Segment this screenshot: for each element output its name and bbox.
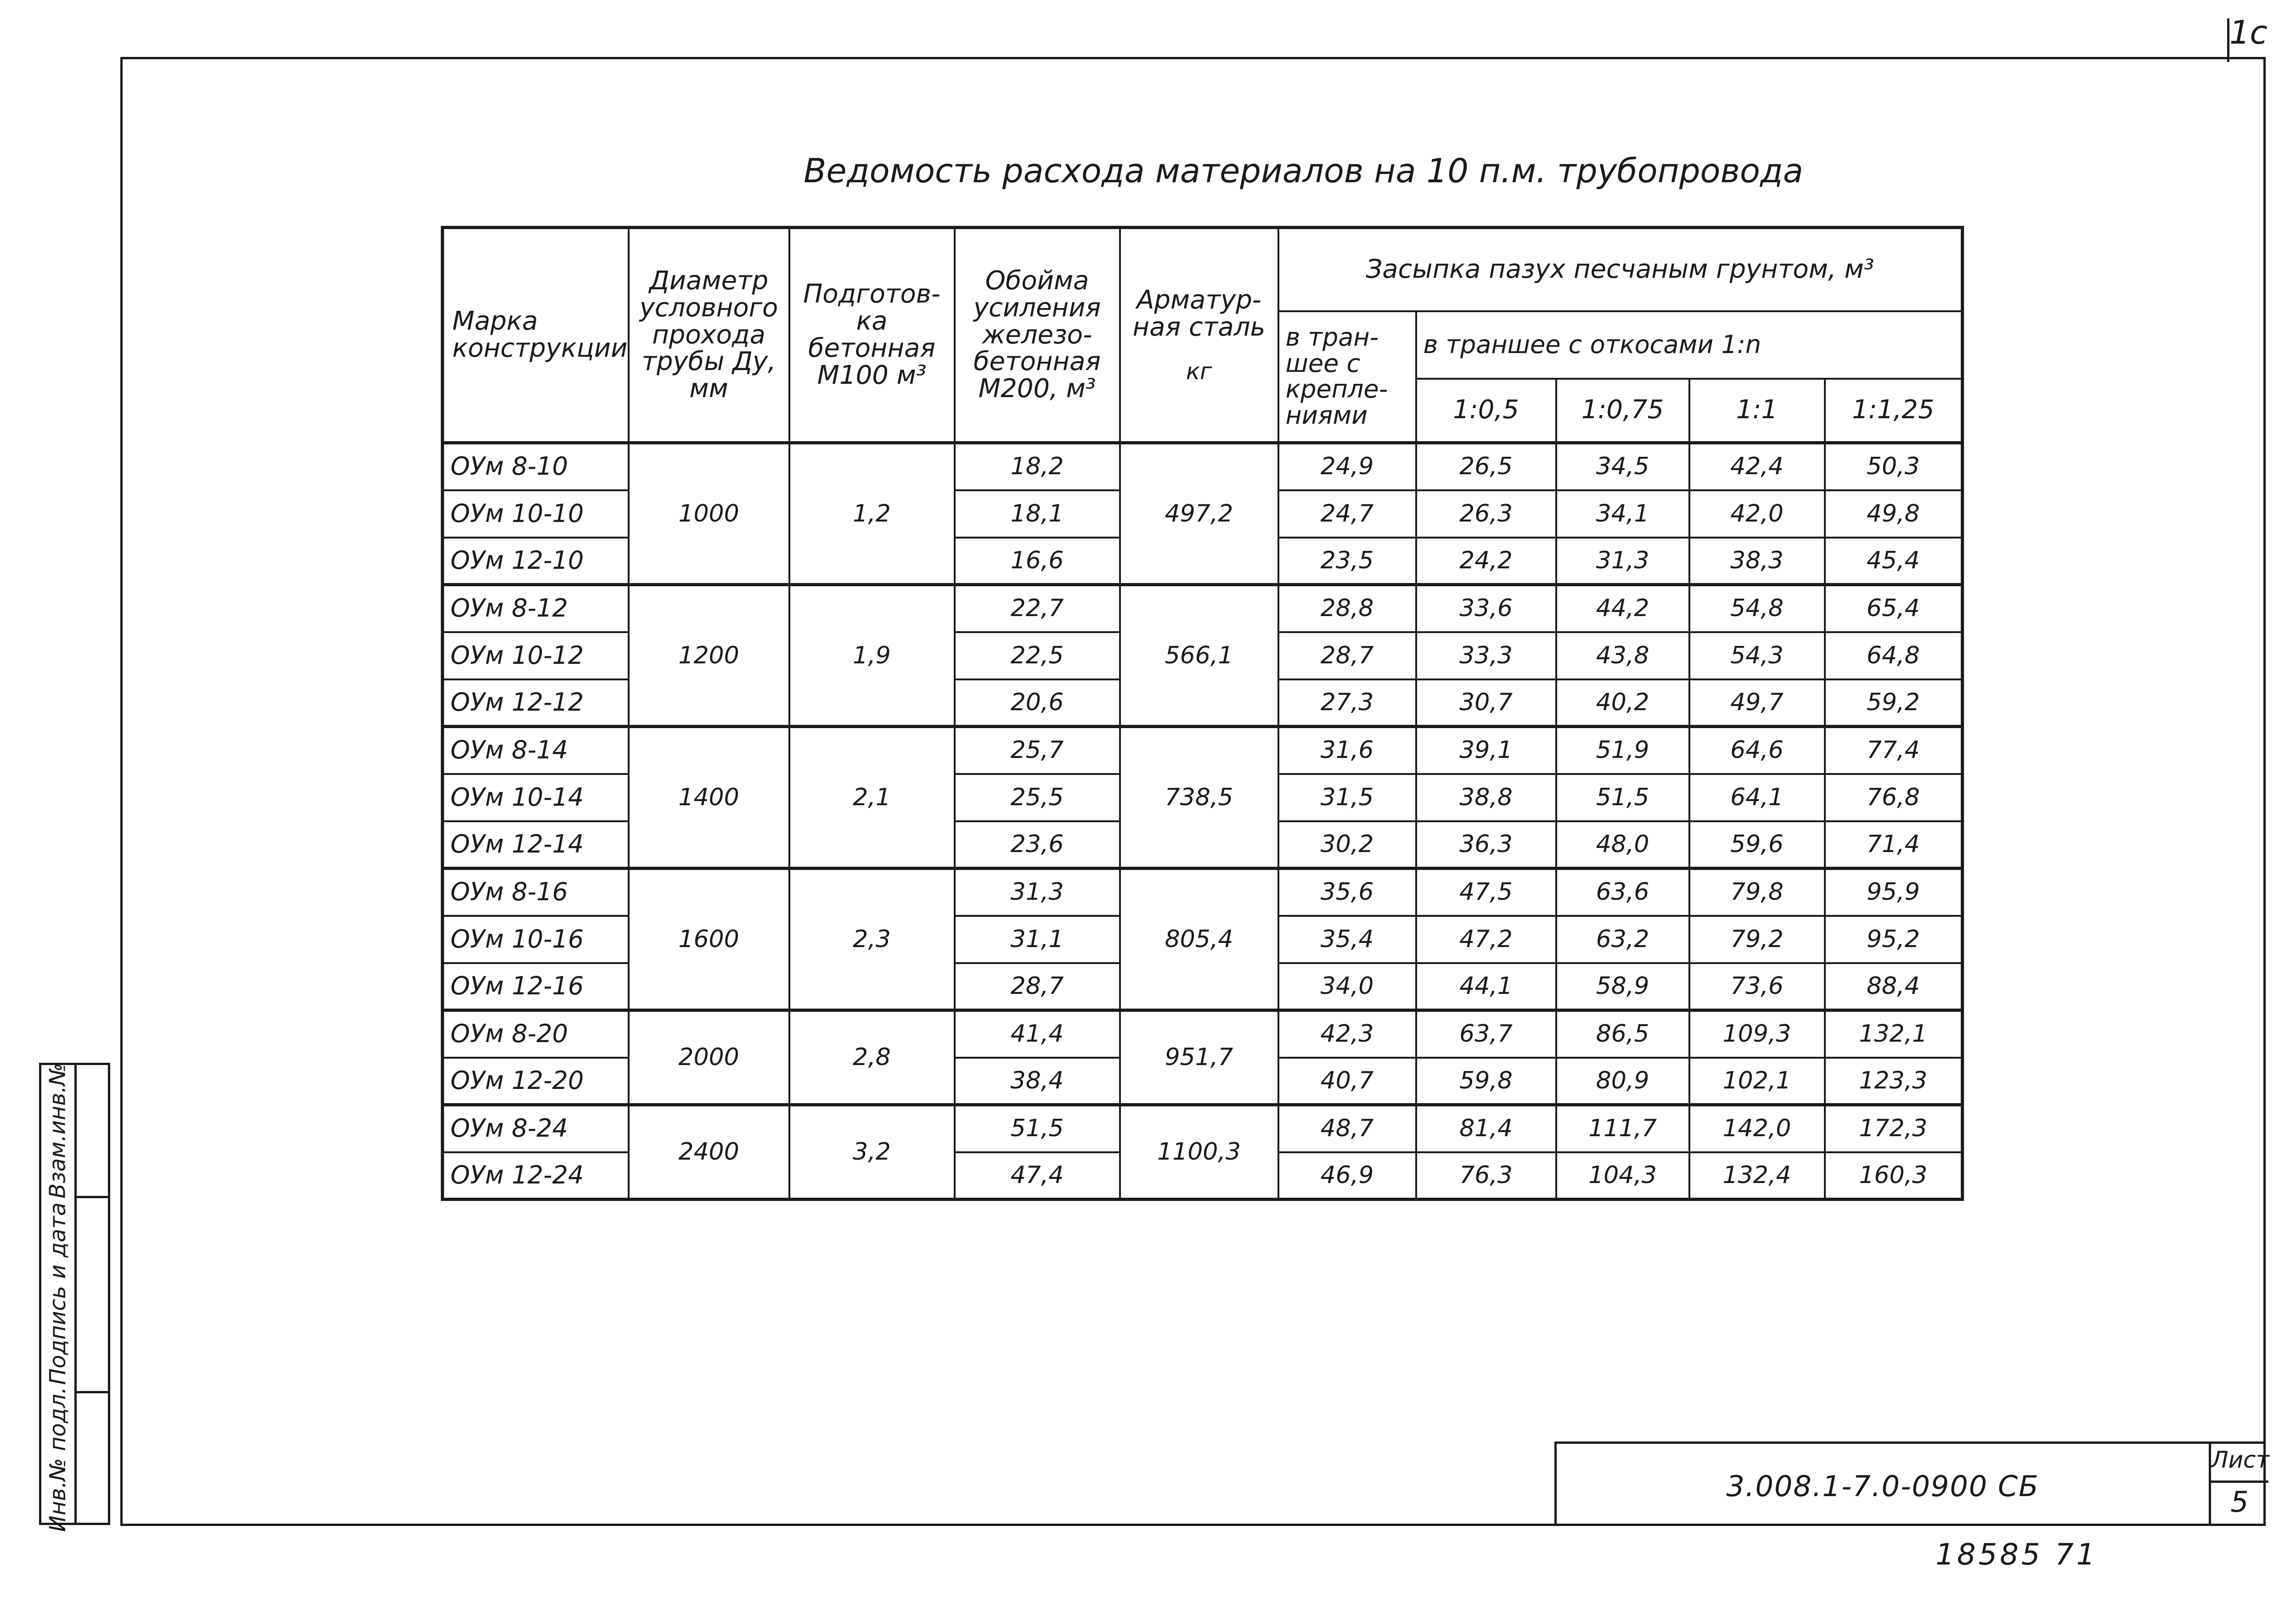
cell-mark: ОУм 10-16 (443, 916, 629, 963)
cell-slope-0-5: 36,3 (1416, 821, 1556, 869)
cell-slope-1: 142,0 (1689, 1105, 1825, 1152)
cell-trench-fixed: 31,5 (1278, 774, 1416, 821)
stamp-field-signature-date: Подпись и дата (45, 1202, 71, 1385)
cell-slope-0-75: 51,5 (1556, 774, 1689, 821)
table-row (443, 585, 1963, 632)
cell-slope-0-75: 80,9 (1556, 1058, 1689, 1105)
header-slope: 1:1,25 (1825, 379, 1963, 443)
cell-casing: 41,4 (955, 1010, 1120, 1058)
cell-mark: ОУм 8-10 (443, 443, 629, 490)
cell-trench-fixed: 23,5 (1278, 538, 1416, 585)
cell-slope-0-75: 86,5 (1556, 1010, 1689, 1058)
cell-diameter: 1600 (629, 869, 789, 1010)
header-rebar (1120, 228, 1278, 443)
cell-slope-0-75: 43,8 (1556, 632, 1689, 679)
cell-slope-1-25: 64,8 (1825, 632, 1963, 679)
cell-trench-fixed: 35,6 (1278, 869, 1416, 916)
cell-rebar: 805,4 (1120, 869, 1278, 1010)
cell-mark: ОУм 8-12 (443, 585, 629, 632)
cell-trench-fixed: 27,3 (1278, 679, 1416, 727)
cell-diameter: 1000 (629, 443, 789, 585)
header-casing: Обойма усиления железо- бетонная М200, м³ (955, 228, 1120, 443)
cell-preparation: 2,1 (789, 727, 955, 869)
cell-casing: 23,6 (955, 821, 1120, 869)
cell-slope-1-25: 160,3 (1825, 1152, 1963, 1200)
header-preparation: Подготов- ка бетонная М100 м³ (789, 228, 955, 443)
cell-mark: ОУм 8-14 (443, 727, 629, 774)
cell-mark: ОУм 10-12 (443, 632, 629, 679)
table-row (443, 1010, 1963, 1058)
bottom-note: 18585 71 (1936, 1538, 2098, 1572)
cell-slope-0-75: 34,5 (1556, 443, 1689, 490)
cell-trench-fixed: 35,4 (1278, 916, 1416, 963)
cell-slope-0-5: 47,5 (1416, 869, 1556, 916)
cell-casing: 38,4 (955, 1058, 1120, 1105)
cell-trench-fixed: 40,7 (1278, 1058, 1416, 1105)
cell-slope-0-75: 51,9 (1556, 727, 1689, 774)
table-row (443, 727, 1963, 774)
sheet-label: Лист (2211, 1447, 2269, 1473)
cell-slope-1-25: 49,8 (1825, 490, 1963, 538)
cell-slope-1-25: 172,3 (1825, 1105, 1963, 1152)
cell-mark: ОУм 12-16 (443, 963, 629, 1010)
cell-slope-0-5: 26,5 (1416, 443, 1556, 490)
cell-preparation: 2,8 (789, 1010, 955, 1105)
cell-slope-1-25: 95,2 (1825, 916, 1963, 963)
cell-slope-1: 73,6 (1689, 963, 1825, 1010)
cell-slope-0-75: 34,1 (1556, 490, 1689, 538)
cell-trench-fixed: 28,8 (1278, 585, 1416, 632)
cell-diameter: 2000 (629, 1010, 789, 1105)
cell-slope-1: 102,1 (1689, 1058, 1825, 1105)
cell-preparation: 1,9 (789, 585, 955, 727)
cell-trench-fixed: 42,3 (1278, 1010, 1416, 1058)
left-vertical-stamp (39, 1062, 110, 1532)
cell-slope-0-5: 44,1 (1416, 963, 1556, 1010)
cell-slope-0-75: 44,2 (1556, 585, 1689, 632)
cell-slope-0-75: 40,2 (1556, 679, 1689, 727)
cell-slope-0-5: 59,8 (1416, 1058, 1556, 1105)
cell-mark: ОУм 12-20 (443, 1058, 629, 1105)
corner-mark: 1с (2229, 14, 2268, 51)
cell-casing: 28,7 (955, 963, 1120, 1010)
cell-slope-1-25: 76,8 (1825, 774, 1963, 821)
header-trench-fixed: в тран- шее с крепле- ниями (1278, 311, 1416, 443)
stamp-field-replace-inv: Взам.инв.№ (45, 1062, 71, 1199)
cell-slope-1: 79,2 (1689, 916, 1825, 963)
cell-casing: 51,5 (955, 1105, 1120, 1152)
document-title: Ведомость расхода материалов на 10 п.м. трубопровода (804, 151, 1803, 190)
cell-slope-1-25: 77,4 (1825, 727, 1963, 774)
cell-slope-0-5: 30,7 (1416, 679, 1556, 727)
cell-casing: 22,7 (955, 585, 1120, 632)
table-row (443, 869, 1963, 916)
table-row (443, 1105, 1963, 1152)
cell-slope-1-25: 71,4 (1825, 821, 1963, 869)
cell-slope-0-5: 33,3 (1416, 632, 1556, 679)
cell-slope-1: 49,7 (1689, 679, 1825, 727)
title-block (1554, 1441, 2269, 1526)
stamp-divider (74, 1065, 77, 1523)
cell-slope-0-75: 111,7 (1556, 1105, 1689, 1152)
cell-casing: 31,3 (955, 869, 1120, 916)
cell-slope-1: 42,4 (1689, 443, 1825, 490)
cell-slope-1-25: 132,1 (1825, 1010, 1963, 1058)
cell-slope-0-5: 39,1 (1416, 727, 1556, 774)
cell-slope-1-25: 50,3 (1825, 443, 1963, 490)
cell-slope-0-5: 47,2 (1416, 916, 1556, 963)
cell-rebar: 497,2 (1120, 443, 1278, 585)
cell-slope-0-5: 81,4 (1416, 1105, 1556, 1152)
cell-mark: ОУм 12-10 (443, 538, 629, 585)
cell-casing: 47,4 (955, 1152, 1120, 1200)
cell-slope-0-5: 76,3 (1416, 1152, 1556, 1200)
cell-casing: 16,6 (955, 538, 1120, 585)
cell-slope-0-5: 33,6 (1416, 585, 1556, 632)
cell-slope-1: 132,4 (1689, 1152, 1825, 1200)
cell-rebar: 951,7 (1120, 1010, 1278, 1105)
cell-slope-0-75: 104,3 (1556, 1152, 1689, 1200)
header-slope: 1:0,5 (1416, 379, 1556, 443)
cell-slope-1: 38,3 (1689, 538, 1825, 585)
cell-slope-0-75: 63,6 (1556, 869, 1689, 916)
cell-preparation: 1,2 (789, 443, 955, 585)
cell-slope-1-25: 59,2 (1825, 679, 1963, 727)
cell-trench-fixed: 30,2 (1278, 821, 1416, 869)
cell-trench-fixed: 28,7 (1278, 632, 1416, 679)
cell-diameter: 1200 (629, 585, 789, 727)
stamp-divider (74, 1196, 110, 1198)
cell-slope-0-75: 58,9 (1556, 963, 1689, 1010)
cell-diameter: 1400 (629, 727, 789, 869)
cell-casing: 20,6 (955, 679, 1120, 727)
cell-slope-1: 109,3 (1689, 1010, 1825, 1058)
cell-mark: ОУм 8-16 (443, 869, 629, 916)
header-mark: Марка конструкции (443, 228, 629, 443)
cell-trench-fixed: 24,9 (1278, 443, 1416, 490)
cell-slope-1-25: 65,4 (1825, 585, 1963, 632)
materials-table (441, 226, 1964, 1201)
header-rebar-unit: кг (1186, 358, 1212, 385)
header-diameter: Диаметр условного прохода трубы Ду, мм (629, 228, 789, 443)
cell-casing: 25,5 (955, 774, 1120, 821)
cell-slope-1: 79,8 (1689, 869, 1825, 916)
cell-casing: 31,1 (955, 916, 1120, 963)
cell-slope-1-25: 95,9 (1825, 869, 1963, 916)
header-trench-slopes: в траншее с откосами 1:n (1416, 311, 1963, 379)
cell-trench-fixed: 24,7 (1278, 490, 1416, 538)
cell-mark: ОУм 12-14 (443, 821, 629, 869)
cell-slope-0-5: 26,3 (1416, 490, 1556, 538)
cell-slope-1: 64,1 (1689, 774, 1825, 821)
cell-preparation: 2,3 (789, 869, 955, 1010)
stamp-divider (74, 1391, 110, 1393)
cell-preparation: 3,2 (789, 1105, 955, 1200)
header-slope: 1:0,75 (1556, 379, 1689, 443)
cell-mark: ОУм 12-24 (443, 1152, 629, 1200)
cell-trench-fixed: 34,0 (1278, 963, 1416, 1010)
cell-slope-1: 42,0 (1689, 490, 1825, 538)
table-row (443, 443, 1963, 490)
cell-slope-0-5: 38,8 (1416, 774, 1556, 821)
cell-rebar: 566,1 (1120, 585, 1278, 727)
cell-slope-1-25: 88,4 (1825, 963, 1963, 1010)
cell-slope-1-25: 45,4 (1825, 538, 1963, 585)
cell-mark: ОУм 10-10 (443, 490, 629, 538)
header-rebar-label: Арматур- ная сталь (1132, 285, 1266, 342)
cell-slope-1: 54,8 (1689, 585, 1825, 632)
cell-slope-0-75: 31,3 (1556, 538, 1689, 585)
header-backfill: Засыпка пазух песчаным грунтом, м³ (1278, 228, 1963, 311)
cell-slope-0-5: 24,2 (1416, 538, 1556, 585)
cell-slope-0-75: 63,2 (1556, 916, 1689, 963)
cell-slope-0-5: 63,7 (1416, 1010, 1556, 1058)
header-slope: 1:1 (1689, 379, 1825, 443)
cell-slope-1: 54,3 (1689, 632, 1825, 679)
cell-rebar: 1100,3 (1120, 1105, 1278, 1200)
cell-trench-fixed: 31,6 (1278, 727, 1416, 774)
cell-mark: ОУм 8-20 (443, 1010, 629, 1058)
cell-casing: 25,7 (955, 727, 1120, 774)
document-number: 3.008.1-7.0-0900 СБ (1726, 1469, 2039, 1503)
cell-slope-0-75: 48,0 (1556, 821, 1689, 869)
cell-mark: ОУм 10-14 (443, 774, 629, 821)
stamp-field-original-inv: Инв.№ подл. (45, 1386, 71, 1532)
cell-casing: 22,5 (955, 632, 1120, 679)
title-block-divider (2209, 1481, 2268, 1483)
cell-trench-fixed: 46,9 (1278, 1152, 1416, 1200)
table-body (443, 443, 1963, 1200)
cell-mark: ОУм 12-12 (443, 679, 629, 727)
cell-rebar: 738,5 (1120, 727, 1278, 869)
cell-slope-1: 59,6 (1689, 821, 1825, 869)
sheet-number: 5 (2230, 1485, 2249, 1519)
cell-mark: ОУм 8-24 (443, 1105, 629, 1152)
cell-casing: 18,1 (955, 490, 1120, 538)
cell-diameter: 2400 (629, 1105, 789, 1200)
cell-slope-1-25: 123,3 (1825, 1058, 1963, 1105)
cell-trench-fixed: 48,7 (1278, 1105, 1416, 1152)
cell-slope-1: 64,6 (1689, 727, 1825, 774)
cell-casing: 18,2 (955, 443, 1120, 490)
